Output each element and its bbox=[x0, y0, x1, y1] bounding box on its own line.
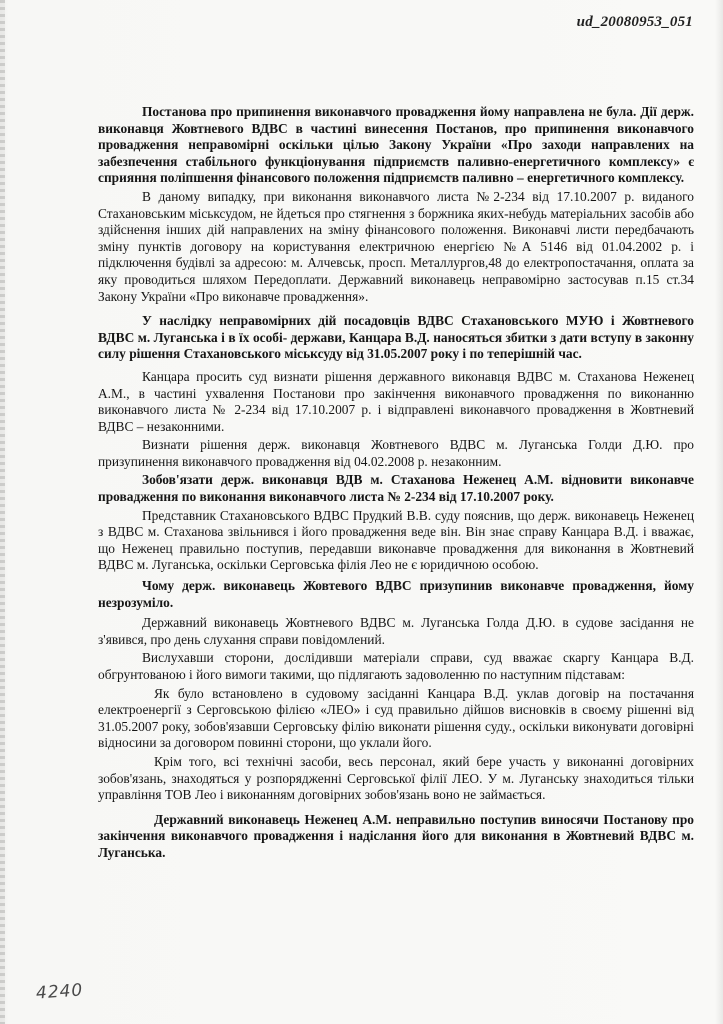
paragraph-2: В даному випадку, при виконання виконавчого листа №2-234 від 17.10.2007 р. виданого Стахановським міськсудом, не йдеться про стягнення з боржника яких-небудь матеріальних засобів або здійснення інших дій направлених на зміну фінансового положення. Виконавчі листи передбачають зміну пунктів договору на користування електричною енергією №А 5146 від 01.04.2002 р. і підключення будівлі за адресою: м. Алчевськ, просп. Металлургов,48 до електропостачання, оплата за яку проводиться шляхом Передоплати. Державний виконавець неправомірно застосував п.15 ст.34 Закону України «Про виконавче провадження». bbox=[98, 188, 694, 304]
paragraph-7: Представник Стахановського ВДВС Прудкий В.В. суду пояснив, що держ. виконавець Неженец з ВДВС м. Стаханова звільнився і його провадження веде він. Він знає справу Канцара В.Д. і вважає, що Неженец правильно поступив, передавши виконавче провадження для виконання в Жовтневий ВДВС м. Луганська, оскільки Серговська філія Лео не є юридичною особою. bbox=[98, 507, 694, 573]
paragraph-11: Як було встановлено в судовому засіданні Канцара В.Д. уклав договір на постачання електроенергії з Серговською філією «ЛЕО» і суд правильно дійшов висновків в своєму рішенні від 31.05.2007 року, зобов'язавши Серговську філію виконати рішення суду., оскільки виконувати договірні відносини за договором повинні сторони, що уклали його. bbox=[98, 685, 694, 751]
paragraph-5: Визнати рішення держ. виконавця Жовтневого ВДВС м. Луганська Голди Д.Ю. про призупинення виконавчого провадження від 04.02.2008 р. незаконним. bbox=[98, 437, 694, 469]
paragraph-10: Вислухавши сторони, дослідивши матеріали справи, суд вважає скаргу Канцара В.Д. обгрунтованою і його вимоги такими, що підлягають задоволенню по наступним підставам: bbox=[98, 650, 694, 682]
handwritten-page-number: 4240 bbox=[35, 980, 84, 1004]
document-body bbox=[98, 104, 694, 864]
paragraph-12: Крім того, всі технічні засоби, весь персонал, який бере участь у виконанні договірних зобов'язань, знаходяться у розпорядженні Серговської філії ЛЕО. У м. Луганську знаходиться тільки управління ТОВ Лео і виконанням договірних зобов'язань воно не займається. bbox=[98, 753, 694, 803]
paragraph-3: У наслідку неправомірних дій посадовців ВДВС Стахановського МУЮ і Жовтневого ВДВС м. Луганська і в їх особі- держави, Канцара В.Д. наносяться збитки з дати вступу в законну силу рішення Стахановського міськсуду від 31.05.2007 року і по теперішній час. bbox=[98, 313, 694, 362]
scan-edge bbox=[0, 0, 5, 1024]
document-id: ud_20080953_051 bbox=[576, 14, 693, 30]
paragraph-1: Постанова про припинення виконавчого провадження йому направлена не була. Дії держ. виконавця Жовтневого ВДВС в частині винесення Постанов, про припинення виконавчого провадження неправомірні оскільки цілью Закону України «Про заходи направлених на забезпечення стабільного функціонування підприємств паливно-енергетичного комплексу» є сприяння поліпшення фінансового положення підприємств паливно – енергетичного комплексу. bbox=[98, 104, 694, 186]
paragraph-9: Державний виконавець Жовтневого ВДВС м. Луганська Голда Д.Ю. в судове засідання не з'явився, про день слухання справи повідомлений. bbox=[98, 615, 694, 647]
paragraph-13: Державний виконавець Неженец А.М. неправильно поступив виносячи Постанову про закінчення виконавчого провадження і надіслання його для виконання в Жовтневий ВДВС м. Луганська. bbox=[98, 811, 694, 860]
paragraph-8: Чому держ. виконавець Жовтевого ВДВС призупинив виконавче провадження, йому незрозуміло. bbox=[98, 578, 694, 610]
paragraph-6: Зобов'язати держ. виконавця ВДВ м. Стаханова Неженец А.М. відновити виконавче провадження по виконання виконавчого листа № 2-234 від 17.10.2007 року. bbox=[98, 472, 694, 505]
paragraph-4: Канцара просить суд визнати рішення державного виконавця ВДВС м. Стаханова Неженец А.М., в частині ухвалення Постанови про закінчення виконавчого провадження по виконанню виконавчого листа № 2-234 від 17.10.2007 р. і відправлені виконавчого провадження в Жовтневий ВДВС – незаконними. bbox=[98, 368, 694, 434]
